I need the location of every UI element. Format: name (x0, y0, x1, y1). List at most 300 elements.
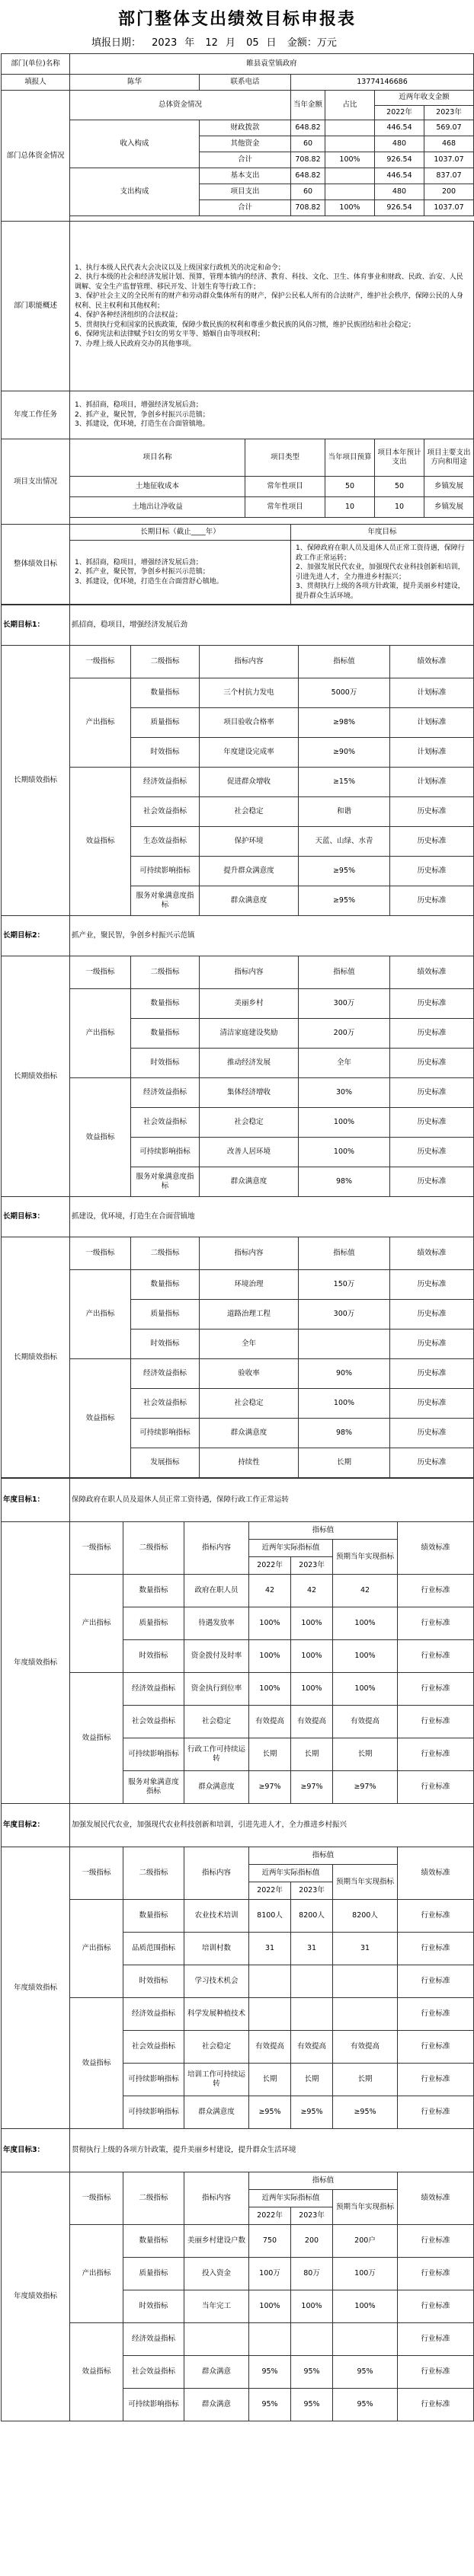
row-value: 天蓝、山绿、水青 (299, 827, 390, 857)
row-content: 改善人居环境 (200, 1138, 299, 1167)
expense-label: 支出构成 (70, 168, 200, 216)
dept-label: 部门(单位)名称 (2, 54, 70, 75)
row-sub: 生态效益指标 (131, 827, 200, 857)
fund-row-name: 合计 (200, 152, 291, 168)
task-line: 2、抓产业，聚民智，争创乡村振兴示范镇； (75, 410, 210, 419)
row-content: 验收率 (200, 1359, 299, 1389)
row-v2023: 100% (291, 2290, 333, 2323)
row-sub: 数量指标 (131, 989, 200, 1019)
col-col3: 指标内容 (200, 1237, 299, 1270)
row-standard: 行业标准 (398, 1771, 474, 1804)
row-v2023: 100% (291, 1673, 333, 1706)
proj-col-type: 项目类型 (245, 439, 325, 477)
row-group: 效益指标 (70, 1998, 123, 2129)
row-content: 学习技术机会 (184, 1965, 249, 1998)
col-col4: 指标值 (299, 1237, 390, 1270)
fund-row-name: 合计 (200, 200, 291, 216)
row-standard: 计划标准 (390, 768, 474, 797)
row-content: 群众满意 (184, 2389, 249, 2421)
row-plan: 100% (333, 1673, 398, 1706)
fund-row-amount: 708.82 (291, 200, 325, 216)
long-line: 2、抓产业，聚民智，争创乡村振兴示范镇； (75, 568, 210, 576)
fund-row-name: 其他资金 (200, 136, 291, 152)
row-v2023: 长期 (291, 1738, 333, 1771)
row-value: 150万 (299, 1270, 390, 1300)
row-value: 100% (299, 1389, 390, 1419)
fund-row-ratio (325, 136, 375, 152)
row-sub: 可持续影响指标 (131, 1419, 200, 1448)
row-sub: 社会效益指标 (123, 1706, 184, 1738)
row-standard: 行业标准 (398, 2031, 474, 2064)
row-sub: 可持续影响指标 (123, 2096, 184, 2129)
row-content: 社会稳定 (184, 2031, 249, 2064)
proj-col-name: 项目名称 (70, 439, 245, 477)
col-col1: 一级指标 (70, 956, 131, 989)
row-content: 持续性 (200, 1448, 299, 1478)
row-value: 100% (299, 1138, 390, 1167)
row-v2022: ≥95% (249, 2096, 291, 2129)
proj-budget: 50 (325, 477, 375, 497)
row-standard: 历史标准 (390, 1389, 474, 1419)
row-v2022: 31 (249, 1933, 291, 1965)
col-col1: 一级指标 (70, 646, 131, 678)
row-plan (333, 2323, 398, 2356)
row-value: ≥90% (299, 738, 390, 768)
long-target-row (2, 678, 474, 708)
row-sub: 社会效益指标 (123, 2356, 184, 2389)
row-standard: 历史标准 (390, 1448, 474, 1478)
row-value: 全年 (299, 1049, 390, 1078)
row-plan: 31 (333, 1933, 398, 1965)
row-value: ≥95% (299, 886, 390, 916)
fund-row-name: 基本支出 (200, 168, 291, 184)
money-unit: 金额：万元 (287, 37, 337, 49)
row-sub: 数量指标 (123, 2225, 184, 2258)
col-col3: 指标内容 (184, 2172, 249, 2225)
duty-line: 2、执行本级的社会和经济发展计划、预算，管理本镇内的经济、教育、科技、文化、卫生、体育事业和财政、民政、治安、人民调解、安全生产监督管理、移民开发、计划生育等行政工作； (75, 273, 463, 291)
long-target-header (2, 605, 474, 646)
row-sub: 社会效益指标 (131, 1108, 200, 1138)
row-content: 美丽乡村建设户数 (184, 2225, 249, 2258)
row-sub: 可持续影响指标 (123, 2389, 184, 2421)
row-sub: 可持续影响指标 (123, 1738, 184, 1771)
fund-row-2022: 480 (375, 136, 424, 152)
row-sub: 数量指标 (131, 678, 200, 708)
col-y2022: 2022年 (249, 2207, 291, 2225)
row-v2023: 95% (291, 2356, 333, 2389)
row-sub: 质量指标 (123, 2258, 184, 2290)
row-v2023: ≥97% (291, 1771, 333, 1804)
long-target-desc: 抓建设，优环境，打造生在合面营镇地 (70, 1197, 474, 1237)
row-value: ≥95% (299, 857, 390, 886)
col-recent: 近两年收支金额 (375, 91, 474, 106)
row-sub: 可持续影响指标 (131, 857, 200, 886)
year-target-desc: 加强发展民代农业，加强现代农业科技创新和培训，引进先进人才，全力推进乡村振兴 (70, 1804, 474, 1847)
funds-label: 部门总体资金情况 (2, 91, 70, 222)
row-sub: 数量指标 (123, 1900, 184, 1933)
row-content: 提升群众满意度 (200, 857, 299, 886)
year-target-colheader (2, 1522, 474, 1540)
long-target-side: 长期绩效指标 (2, 646, 70, 916)
row-sub: 时效指标 (123, 1965, 184, 1998)
proj-cost: 10 (375, 497, 424, 518)
row-sub: 可持续影响指标 (131, 1138, 200, 1167)
long-line: 1、抓招商，稳项目，增强经济发展后劲； (75, 558, 203, 567)
row-standard: 历史标准 (390, 827, 474, 857)
col-col1: 一级指标 (70, 1847, 123, 1900)
long-target-colheader (2, 646, 474, 678)
row-v2023: ≥95% (291, 2096, 333, 2129)
row-standard: 行业标准 (398, 2064, 474, 2096)
task-line: 3、抓建设，优环境，打造生在合面管镇地。 (75, 420, 210, 429)
col-col4: 指标值 (249, 1847, 398, 1865)
row-value: 98% (299, 1419, 390, 1448)
fund-row-2022: 446.54 (375, 120, 424, 136)
row-group: 产出指标 (70, 678, 131, 768)
fund-row-2022: 926.54 (375, 200, 424, 216)
row-group: 产出指标 (70, 989, 131, 1078)
year-target-side: 年度绩效指标 (2, 2172, 70, 2421)
main-table (1, 53, 474, 605)
phone: 13774146686 (291, 75, 474, 91)
row-content: 全年 (200, 1329, 299, 1359)
overall-long-text (70, 541, 291, 605)
long-target-header (2, 1197, 474, 1237)
col-col3: 指标内容 (184, 1847, 249, 1900)
year-target-colheader (2, 2172, 474, 2190)
proj-col-sector: 项目主要支出方向和用途 (424, 439, 474, 477)
row-standard: 行业标准 (398, 1998, 474, 2031)
row-plan: 100万 (333, 2258, 398, 2290)
row-content: 政府在职人员 (184, 1575, 249, 1607)
row-sub: 经济效益指标 (131, 1359, 200, 1389)
row-v2022: 750 (249, 2225, 291, 2258)
fund-row-amount: 60 (291, 136, 325, 152)
row-standard: 历史标准 (390, 989, 474, 1019)
year-unit: 年 (184, 37, 195, 49)
date-year: 2023 (152, 37, 178, 49)
row-content: 推动经济发展 (200, 1049, 299, 1078)
col-col2: 二级指标 (123, 2172, 184, 2225)
row-plan (333, 1998, 398, 2031)
proj-name: 土地征收成本 (70, 477, 245, 497)
day-unit: 日 (266, 37, 277, 49)
row-v2022: 长期 (249, 2064, 291, 2096)
row-group: 效益指标 (70, 1078, 131, 1197)
year-target-header (2, 2129, 474, 2172)
row-v2022: 100% (249, 2290, 291, 2323)
row-v2022: 长期 (249, 1738, 291, 1771)
row-standard: 历史标准 (390, 1419, 474, 1448)
row-value: 长期 (299, 1448, 390, 1478)
duty-line: 3、保护社会主义的全民所有的财产和劳动群众集体所有的财产，保护公民私人所有的合法财产，维护社会秩序，保障公民的人身权利、民主权利和其他权利； (75, 292, 463, 310)
row-value: 90% (299, 1359, 390, 1389)
row-sub: 服务对象满意度指标 (131, 1167, 200, 1197)
long-target-colheader (2, 956, 474, 989)
row-v2022 (249, 2323, 291, 2356)
long-target-title: 长期目标2： (2, 916, 70, 956)
row-standard: 历史标准 (390, 1359, 474, 1389)
row-content: 社会稳定 (200, 1108, 299, 1138)
long-target-row (2, 1078, 474, 1108)
row-standard: 计划标准 (390, 708, 474, 738)
long-targets-table (1, 605, 474, 1478)
year-target-desc: 贯彻执行上级的各项方针政策，提升美丽乡村建设，提升群众生活环境 (70, 2129, 474, 2172)
col-col2: 二级指标 (131, 956, 200, 989)
fund-row-2023: 837.07 (424, 168, 474, 184)
col-col1: 一级指标 (70, 2172, 123, 2225)
year-line: 3、贯彻执行上级的各项方针政策，提升美丽乡村建设，提升群众生活环境。 (296, 583, 465, 600)
row-content: 群众满意度 (200, 886, 299, 916)
row-content: 群众满意度 (184, 1771, 249, 1804)
row-content: 投入资金 (184, 2258, 249, 2290)
fund-row-ratio (325, 184, 375, 200)
row-v2023: 有效提高 (291, 1706, 333, 1738)
fund-row-amount: 648.82 (291, 120, 325, 136)
row-content: 群众满意度 (200, 1167, 299, 1197)
long-target-side: 长期绩效指标 (2, 1237, 70, 1478)
row-standard: 行业标准 (398, 2323, 474, 2356)
proj-col-cost: 项目本年预计支出 (375, 439, 424, 477)
row-value: ≥98% (299, 708, 390, 738)
col-col3: 指标内容 (200, 956, 299, 989)
row-v2022: 95% (249, 2389, 291, 2421)
col-col5: 绩效标准 (398, 1522, 474, 1575)
fund-row-amount: 708.82 (291, 152, 325, 168)
long-target-row (2, 768, 474, 797)
row-standard: 行业标准 (398, 2356, 474, 2389)
row-standard: 行业标准 (398, 1738, 474, 1771)
year-target-row (2, 1673, 474, 1706)
long-line: 3、抓建设，优环境，打造生在合面营舒心镇地。 (75, 577, 223, 586)
proj-sector: 乡镇发展 (424, 497, 474, 518)
proj-budget: 10 (325, 497, 375, 518)
fund-row-amount: 60 (291, 184, 325, 200)
row-standard: 行业标准 (398, 2225, 474, 2258)
row-standard: 行业标准 (398, 1575, 474, 1607)
col-col3: 指标内容 (184, 1522, 249, 1575)
year-target-header (2, 1804, 474, 1847)
row-sub: 时效指标 (123, 2290, 184, 2323)
col-col4: 指标值 (249, 1522, 398, 1540)
row-v2023: 31 (291, 1933, 333, 1965)
year-line: 1、保障政府在职人员及退休人员正常工资待遇，保障行政工作正常运转； (296, 544, 465, 562)
long-target-title: 长期目标1： (2, 605, 70, 646)
row-content: 社会稳定 (184, 1706, 249, 1738)
fund-row-2023: 468 (424, 136, 474, 152)
long-target-row (2, 1270, 474, 1300)
long-target-row (2, 1359, 474, 1389)
row-value: 300万 (299, 1300, 390, 1329)
row-v2023: 100% (291, 1607, 333, 1640)
year-target-title: 年度目标1： (2, 1479, 70, 1522)
row-v2022: 有效提高 (249, 1706, 291, 1738)
row-v2023: 95% (291, 2389, 333, 2421)
col-2023: 2023年 (424, 105, 474, 120)
proj-cost: 50 (375, 477, 424, 497)
row-standard: 历史标准 (390, 857, 474, 886)
row-content: 当年完工 (184, 2290, 249, 2323)
overall-year-text (291, 541, 474, 605)
col-col4: 指标值 (299, 646, 390, 678)
long-target-desc: 抓招商，稳项目，增强经济发展后劲 (70, 605, 474, 646)
fund-row-ratio (325, 120, 375, 136)
row-content: 行政工作可持续运转 (184, 1738, 249, 1771)
row-content: 项目验收合格率 (200, 708, 299, 738)
proj-type: 常年性项目 (245, 477, 325, 497)
row-content: 三个村抗力发电 (200, 678, 299, 708)
col-col2: 二级指标 (131, 1237, 200, 1270)
row-content: 环境治理 (200, 1270, 299, 1300)
row-sub: 经济效益指标 (123, 2323, 184, 2356)
row-plan: ≥97% (333, 1771, 398, 1804)
year-target-title: 年度目标2： (2, 1804, 70, 1847)
col-y2022: 2022年 (249, 1882, 291, 1900)
task-line: 1、抓招商，稳项目，增强经济发展后劲； (75, 401, 203, 410)
duty-line: 7、办理上级人民政府交办的其他事项。 (75, 340, 196, 348)
row-v2023 (291, 2323, 333, 2356)
col-col2: 二级指标 (123, 1847, 184, 1900)
duties-text (70, 222, 474, 391)
row-plan: 长期 (333, 2064, 398, 2096)
row-value: 200万 (299, 1019, 390, 1049)
col-col5: 绩效标准 (390, 646, 474, 678)
row-v2022: 100% (249, 1673, 291, 1706)
fund-row-ratio (325, 168, 375, 184)
row-content: 社会稳定 (200, 797, 299, 827)
row-sub: 社会效益指标 (123, 2031, 184, 2064)
row-group: 效益指标 (70, 1673, 123, 1804)
projects-label: 项目支出情况 (2, 439, 70, 525)
row-plan: 8200人 (333, 1900, 398, 1933)
row-sub: 经济效益指标 (123, 1673, 184, 1706)
row-standard: 行业标准 (398, 1607, 474, 1640)
long-target-desc: 抓产业，聚民智，争创乡村振兴示范镇 (70, 916, 474, 956)
row-sub: 时效指标 (123, 1640, 184, 1673)
row-content: 培训工作可持续运转 (184, 2064, 249, 2096)
row-plan: 长期 (333, 1738, 398, 1771)
row-group: 产出指标 (70, 2225, 123, 2323)
row-plan: 95% (333, 2389, 398, 2421)
row-content: 科学发展种植技术 (184, 1998, 249, 2031)
row-sub: 时效指标 (131, 1049, 200, 1078)
col-overall: 总体资金情况 (70, 91, 291, 120)
row-standard: 行业标准 (398, 1933, 474, 1965)
col-y2023: 2023年 (291, 1557, 333, 1575)
fund-row-2023: 569.07 (424, 120, 474, 136)
year-target-side: 年度绩效指标 (2, 1522, 70, 1804)
row-sub: 经济效益指标 (131, 1078, 200, 1108)
row-content: 群众满意度 (200, 1419, 299, 1448)
proj-sector: 乡镇发展 (424, 477, 474, 497)
proj-name: 土地出让净收益 (70, 497, 245, 518)
row-sub: 质量指标 (123, 1607, 184, 1640)
row-plan: 有效提高 (333, 1706, 398, 1738)
date-month: 12 (205, 37, 218, 49)
col-2022: 2022年 (375, 105, 424, 120)
long-target-header (2, 916, 474, 956)
row-v2022: 100% (249, 1640, 291, 1673)
col-recent: 近两年实际指标值 (249, 1865, 333, 1882)
long-target-colheader (2, 1237, 474, 1270)
row-group: 效益指标 (70, 2323, 123, 2421)
row-sub: 服务对象满意度指标 (131, 886, 200, 916)
month-unit: 月 (225, 37, 235, 49)
fund-row-amount: 648.82 (291, 168, 325, 184)
row-v2022 (249, 1965, 291, 1998)
col-plan: 预期当年实现指标 (333, 1540, 398, 1575)
row-sub: 经济效益指标 (131, 768, 200, 797)
row-standard: 行业标准 (398, 2389, 474, 2421)
row-v2023: 80万 (291, 2258, 333, 2290)
row-plan: 95% (333, 2356, 398, 2389)
contact-label: 联系电话 (200, 75, 291, 91)
col-col2: 二级指标 (123, 1522, 184, 1575)
fund-row-2022: 480 (375, 184, 424, 200)
col-col5: 绩效标准 (390, 956, 474, 989)
row-value: ≥15% (299, 768, 390, 797)
col-col5: 绩效标准 (390, 1237, 474, 1270)
col-recent: 近两年实际指标值 (249, 1540, 333, 1557)
date-label: 填报日期： (91, 37, 142, 49)
fund-row-2022: 926.54 (375, 152, 424, 168)
row-value: 5000万 (299, 678, 390, 708)
row-group: 效益指标 (70, 1359, 131, 1478)
row-standard: 历史标准 (390, 1300, 474, 1329)
row-sub: 数量指标 (123, 1575, 184, 1607)
duty-line: 1、执行本级人民代表大会决议以及上级国家行政机关的决定和命令； (75, 263, 285, 272)
row-sub: 社会效益指标 (131, 1389, 200, 1419)
fund-row-2023: 200 (424, 184, 474, 200)
income-label: 收入构成 (70, 120, 200, 168)
row-sub: 发展指标 (131, 1448, 200, 1478)
row-plan: ≥95% (333, 2096, 398, 2129)
col-col1: 一级指标 (70, 1237, 131, 1270)
col-col4: 指标值 (249, 2172, 398, 2190)
year-target-side: 年度绩效指标 (2, 1847, 70, 2129)
year-target-colheader (2, 1847, 474, 1865)
filler-label: 填报人 (2, 75, 70, 91)
col-ratio: 占比 (325, 91, 375, 120)
row-v2022: 8100人 (249, 1900, 291, 1933)
row-content (184, 2323, 249, 2356)
row-standard: 历史标准 (390, 1138, 474, 1167)
row-standard: 历史标准 (390, 1019, 474, 1049)
row-sub: 可持续影响指标 (123, 2064, 184, 2096)
year-target-row (2, 2225, 474, 2258)
fund-row-ratio: 100% (325, 200, 375, 216)
proj-col-budget: 当年项目预算 (325, 439, 375, 477)
row-value: 100% (299, 1108, 390, 1138)
row-v2023: 42 (291, 1575, 333, 1607)
row-standard: 历史标准 (390, 1078, 474, 1108)
col-col3: 指标内容 (200, 646, 299, 678)
row-content: 年度建设完成率 (200, 738, 299, 768)
fill-info (0, 34, 474, 53)
row-standard: 历史标准 (390, 797, 474, 827)
row-standard: 计划标准 (390, 738, 474, 768)
long-target-row (2, 989, 474, 1019)
row-sub: 时效指标 (131, 1329, 200, 1359)
year-target-header (2, 1479, 474, 1522)
row-v2022: 有效提高 (249, 2031, 291, 2064)
row-content: 待遇发放率 (184, 1607, 249, 1640)
fund-row-name: 项目支出 (200, 184, 291, 200)
year-line: 2、加强发展民代农业，加强现代农业科技创新和培训，引进先进人才，全力推进乡村振兴； (296, 563, 465, 581)
row-sub: 经济效益指标 (123, 1998, 184, 2031)
row-content: 促进群众增收 (200, 768, 299, 797)
overall-year-label: 年度目标 (291, 525, 474, 541)
